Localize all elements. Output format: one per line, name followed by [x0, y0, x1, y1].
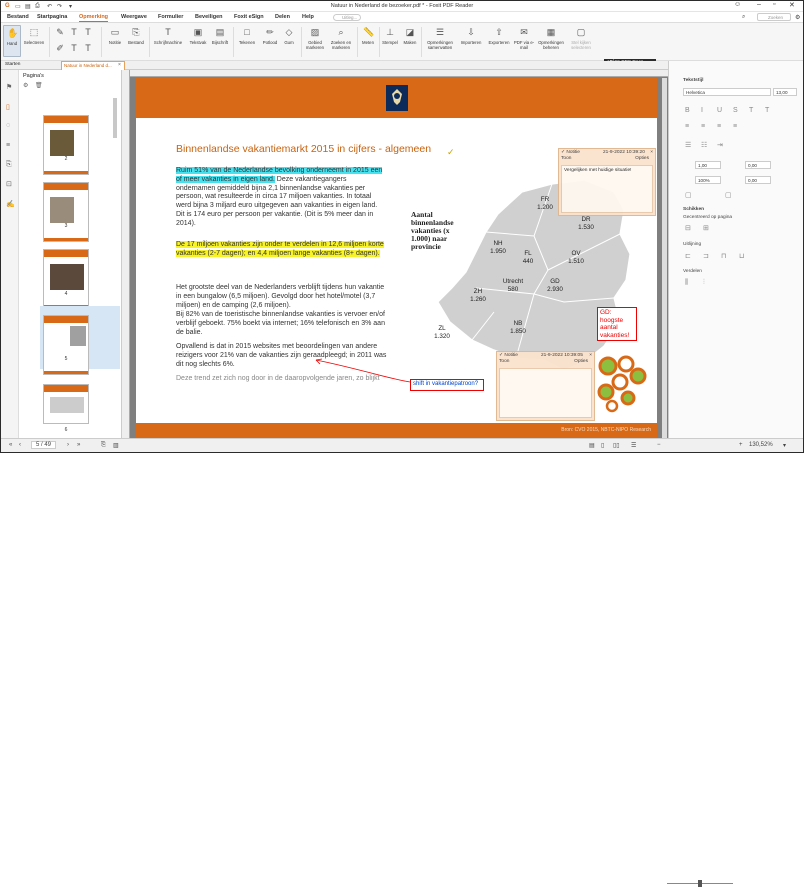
open-icon[interactable]: ▭: [15, 4, 21, 10]
italic-icon[interactable]: I: [701, 107, 703, 114]
text-strike-icon: T: [71, 27, 77, 37]
security-icon[interactable]: ⊡: [6, 181, 12, 188]
import-button[interactable]: ⇩ Importeren: [460, 27, 482, 45]
indent-icon[interactable]: ⇥: [717, 142, 723, 149]
note-popup[interactable]: [558, 148, 656, 216]
account-icon[interactable]: ☺: [734, 1, 742, 8]
print-icon[interactable]: ⎙: [35, 3, 40, 9]
menu-help[interactable]: Help: [302, 14, 314, 20]
view-mode-icon[interactable]: ▤: [589, 443, 595, 449]
shapes-icon: □: [244, 27, 250, 37]
bold-icon[interactable]: B: [685, 107, 690, 114]
underline-icon[interactable]: U: [717, 107, 723, 114]
map-caption: Aantal binnenlandse vakanties (x 1.000) naar provincie: [411, 210, 454, 251]
paragraph-2: [176, 241, 390, 259]
text-color-icon[interactable]: ▢: [685, 192, 692, 199]
source-text: Bron: CVO 2015, NBTC-NIPO Research: [561, 427, 651, 433]
pdf-page: [136, 78, 657, 438]
province-label: GD 2.930: [547, 278, 563, 293]
horizontal-ruler: [130, 70, 668, 77]
two-page-icon[interactable]: ▯▯: [613, 443, 620, 449]
menu-bar: [1, 12, 803, 23]
prev-page-icon[interactable]: ‹: [19, 442, 21, 448]
panel-title: Pagina's: [23, 73, 44, 79]
note-header: ✓ Notitie 21-9-2022 10:39:05 ×: [499, 353, 592, 358]
typewriter-icon: T: [165, 27, 171, 37]
callout-gd[interactable]: GD: hoogste aantal vakanties!: [597, 307, 637, 341]
province-label: FR 1.200: [537, 196, 553, 211]
ribbon-divider: [421, 27, 422, 57]
callout-icon: ▤: [215, 27, 225, 37]
center-horizontal-icon[interactable]: ⊟: [685, 225, 691, 232]
tab-start[interactable]: Starten: [5, 62, 21, 67]
align-left-icon[interactable]: ≡: [685, 123, 690, 130]
paragraph-5: Opvallend is dat in 2015 websites met beoordelingen van andere reizigers voor 21% van de vakanties zijn geraadpleegd; in 2011 was dit nog slechts 6%.: [176, 343, 387, 368]
search-highlight-button[interactable]: ⌕ Zoeken en markeren: [330, 27, 352, 50]
settings-icon[interactable]: ⚙: [795, 15, 801, 21]
summarize-icon: ☰: [435, 27, 445, 37]
thumb-page-number: 2: [64, 156, 68, 162]
copy-icon[interactable]: ⎘: [101, 442, 106, 448]
note-options[interactable]: Opties: [635, 156, 649, 161]
save-icon[interactable]: ▤: [25, 4, 31, 10]
province-label: OV 1.510: [568, 250, 584, 265]
paragraph-1: [176, 167, 386, 229]
distribute-label: Verdelen: [683, 269, 702, 274]
superscript-icon[interactable]: T: [749, 107, 754, 114]
manage-icon: ▦: [546, 27, 556, 37]
paragraph-text: Deze vakantiegangers ondernamen gemiddeld bijna 2,1 binnenlandse vakanties per persoon, wat resulteerde in circa 17 miljoen vakanties. In totaal werd bijna 3 miljard euro uitgegeven aan vakanties in eigen land. Dit is 174 euro per persoon per vakantie. (Dit is 5% meer dan in 2014).: [176, 175, 378, 227]
pages-icon[interactable]: ▯: [6, 104, 10, 111]
subscript-icon[interactable]: T: [765, 107, 770, 114]
note-popup[interactable]: [496, 351, 595, 421]
cursor-icon: ⬚: [29, 27, 39, 37]
numbered-list-icon[interactable]: ☷: [701, 142, 708, 149]
list-icon[interactable]: ☰: [685, 142, 692, 149]
zoom-level[interactable]: 130,52%: [749, 442, 773, 448]
scroll-mode-icon[interactable]: ☰: [631, 443, 637, 449]
thumb-page-number: 4: [64, 291, 68, 297]
stamp-button[interactable]: ⊥ Stempel: [382, 27, 398, 45]
justify-icon[interactable]: ≡: [733, 123, 738, 130]
fill-color-icon[interactable]: ▢: [725, 192, 732, 199]
text-underline-icon: T: [85, 27, 91, 37]
thumb-options-icon[interactable]: ⚙: [23, 83, 29, 89]
paragraph-6: Deze trend zet zich nog door in de daaropvolgende jaren, zo blijkt: [176, 375, 380, 382]
line-spacing-field[interactable]: 1,00: [695, 161, 721, 169]
window-title: Natuur in Nederland de bezoeker.pdf * - Foxit PDF Reader: [330, 3, 474, 9]
province-label: NH 1.950: [490, 240, 506, 255]
paragraph-spacing-field[interactable]: 0,00: [745, 161, 771, 169]
paragraph-4: Bij 82% van de toeristische binnenlandse vakanties is vervoer en/of verblijf geboekt. 75% boekt via internet; 16% telefonisch en 3% aan de balie.: [176, 311, 385, 336]
summarize-comments-button[interactable]: ☰ Opmerkingen samenvatten: [427, 27, 453, 50]
ribbon-divider: [101, 27, 102, 57]
font-family-select[interactable]: Helvetica: [683, 88, 771, 96]
text-replace-icon: T: [71, 43, 77, 53]
page-thumbnail[interactable]: [43, 384, 89, 424]
center-vertical-icon[interactable]: ⊞: [703, 225, 709, 232]
export-button[interactable]: ⇧ Exporteren: [488, 27, 510, 45]
minimize-button[interactable]: –: [757, 1, 761, 8]
note-icon: ▭: [110, 27, 120, 37]
export-icon: ⇧: [495, 27, 503, 37]
tell-me-input[interactable]: Uitleg...: [333, 14, 361, 21]
zoom-slider-handle[interactable]: [698, 880, 702, 887]
note-meta: Toon Opties: [561, 156, 649, 161]
province-label: DR 1.530: [578, 216, 594, 231]
thumb-page-number: 6: [64, 427, 68, 433]
align-on-page-label: Gecentreerd op pagina: [683, 215, 733, 220]
last-page-icon[interactable]: »: [77, 442, 81, 448]
province-label: Utrecht 580: [502, 278, 524, 293]
search-input[interactable]: Zoeken: [757, 13, 791, 21]
close-note-icon[interactable]: ×: [650, 150, 653, 155]
close-note-icon[interactable]: ×: [589, 353, 592, 358]
align-right-icon[interactable]: ≡: [717, 123, 722, 130]
status-bar: [1, 438, 803, 452]
pen-icon: ✐: [56, 43, 64, 53]
checkmark-icon: ✓: [561, 150, 566, 155]
email-icon: ✉: [520, 27, 528, 37]
text-insert-icon: T: [85, 43, 91, 53]
maximize-button[interactable]: ▫: [773, 1, 776, 8]
page-footer-band: [136, 423, 657, 438]
zoom-dropdown-icon[interactable]: ▾: [783, 443, 787, 449]
single-page-icon[interactable]: ▯: [601, 443, 605, 449]
area-highlight-icon: ▨: [310, 27, 320, 37]
hand-icon: ✋: [7, 28, 19, 38]
ribbon-toolbar: [1, 23, 803, 61]
document-scrollbar[interactable]: [662, 78, 667, 438]
hand-tool-button[interactable]: ✋ Hand: [3, 25, 21, 57]
close-tab-icon[interactable]: ×: [118, 62, 121, 68]
note-meta: Toon Opties: [499, 359, 588, 364]
textbox-button[interactable]: ▣ Tekstvak: [189, 27, 207, 45]
menu-opmerking[interactable]: Opmerking: [79, 14, 109, 20]
menu-beveiligen[interactable]: Beveiligen: [195, 14, 223, 20]
eraser-button[interactable]: ◇ Gum: [284, 27, 294, 45]
area-highlight-button[interactable]: ▨ Gebied markeren: [305, 27, 325, 50]
style-icon: ▢: [576, 27, 586, 37]
align-right-obj-icon[interactable]: ⊓: [721, 253, 727, 260]
province-label: ZH 1.260: [470, 288, 486, 303]
thumb-delete-icon[interactable]: 🗑: [35, 83, 43, 89]
import-icon: ⇩: [467, 27, 475, 37]
page-thumbnail[interactable]: [43, 249, 89, 309]
strikethrough-icon[interactable]: S: [733, 107, 738, 114]
highlighted-text[interactable]: De 17 miljoen vakanties zijn onder te verdelen in 12,6 miljoen korte vakanties (2-7 dagen); en 4,4 miljoen lange vakanties (8+ dagen).: [176, 241, 384, 257]
page-number-input[interactable]: 5 / 49: [31, 441, 56, 449]
char-spacing-field[interactable]: 0,00: [745, 176, 771, 184]
thumb-scrollbar[interactable]: [113, 98, 117, 138]
note-button[interactable]: ▭ Notitie: [108, 27, 122, 45]
title-bar: [1, 1, 803, 12]
search-icon[interactable]: ⌕: [742, 14, 746, 20]
typewriter-button[interactable]: T Schrijfmachine: [153, 27, 183, 45]
note-options[interactable]: Opties: [574, 359, 588, 364]
ruler-icon: 📏: [363, 27, 375, 37]
highlighter-icon: ✎: [56, 27, 64, 37]
section-arrange: Schikken: [683, 207, 705, 212]
navigation-strip: [1, 70, 19, 438]
format-panel: [668, 61, 803, 438]
menu-delen[interactable]: Delen: [275, 14, 290, 20]
tab-document[interactable]: Natuur in Nederland d...: [61, 61, 125, 70]
attachment-icon[interactable]: ⎘: [6, 161, 12, 168]
ribbon-divider: [357, 27, 358, 57]
ribbon-divider: [49, 27, 50, 57]
customize-icon[interactable]: ▾: [69, 4, 73, 10]
thumb-page-number: 5: [64, 356, 68, 362]
file-attach-button[interactable]: ⎘ Bestand: [128, 27, 144, 45]
menu-startpagina[interactable]: Startpagina: [37, 14, 68, 20]
page-title: Binnenlandse vakantiemarkt 2015 in cijfers - algemeen: [176, 143, 432, 155]
ribbon-divider: [233, 27, 234, 57]
search-highlight-icon: ⌕: [338, 27, 344, 37]
paperclip-icon: ⎘: [132, 27, 140, 37]
highlighted-text[interactable]: Ruim 51% van de Nederlandse bevolking onderneemt in 2015 een of meer vakanties in eigen land.: [176, 167, 383, 183]
decorative-circles: [596, 354, 648, 414]
province-label: NB 1.850: [510, 320, 526, 335]
distribute-v-icon[interactable]: ⫶: [703, 279, 705, 286]
stamp-icon: ⊥: [386, 27, 394, 37]
draw-button[interactable]: □ Tekenen: [238, 27, 256, 45]
split-view-icon[interactable]: ▥: [113, 443, 119, 449]
pencil-icon: ✏: [266, 27, 274, 37]
select-tool-button[interactable]: ⬚ Selecteren: [23, 27, 45, 45]
page-thumbnail[interactable]: [43, 115, 89, 175]
create-icon: ◪: [405, 27, 415, 37]
close-button[interactable]: ✕: [789, 2, 795, 9]
strikeout-button[interactable]: [69, 25, 79, 40]
undo-icon[interactable]: ↶: [47, 4, 53, 10]
paragraph-3: Het grootste deel van de Nederlanders verblijft tijdens hun vakantie in een bungalow (6,5 miljoen). Gevolgd door het hotel/motel (3,7 miljoen) en de camping (2,6 miljoen).: [176, 284, 385, 309]
email-pdf-button[interactable]: ✉ PDF via e-mail: [513, 27, 535, 50]
government-logo: [386, 85, 408, 111]
ribbon-divider: [149, 27, 150, 57]
callout-shift[interactable]: shift in vakantiepatroon?: [410, 379, 484, 391]
menu-foxit-esign[interactable]: Foxit eSign: [234, 14, 264, 20]
thumb-page-number: 3: [64, 223, 68, 229]
scale-field[interactable]: 100%: [695, 176, 721, 184]
align-top-obj-icon[interactable]: ⊔: [739, 253, 745, 260]
zoom-out-icon[interactable]: −: [657, 442, 661, 448]
checkmark-stamp[interactable]: ✓: [447, 147, 455, 157]
layers-icon[interactable]: ≡: [6, 142, 11, 149]
eraser-icon: ◇: [285, 27, 293, 37]
zoom-in-icon[interactable]: +: [739, 442, 743, 448]
checkmark-icon: ✓: [499, 353, 504, 358]
menu-bestand[interactable]: Bestand: [7, 14, 29, 20]
create-button[interactable]: ◪ Maken: [403, 27, 417, 45]
manage-comments-button[interactable]: ▦ Opmerkingen beheren: [538, 27, 564, 50]
menu-formulier[interactable]: Formulier: [158, 14, 184, 20]
comments-icon[interactable]: ◌: [6, 122, 11, 129]
province-label: ZL 1.320: [434, 325, 450, 340]
align-center-icon[interactable]: ≡: [701, 123, 706, 130]
ribbon-divider: [301, 27, 302, 57]
signature-icon[interactable]: ✍: [6, 201, 15, 208]
distribute-h-icon[interactable]: ⫼: [685, 279, 689, 286]
vertical-ruler: [122, 70, 130, 438]
first-page-icon[interactable]: «: [9, 442, 13, 448]
replace-text-button[interactable]: [69, 41, 79, 56]
note-text[interactable]: [499, 368, 592, 418]
align-center-obj-icon[interactable]: ⊐: [703, 253, 709, 260]
font-size-select[interactable]: 13,00: [773, 88, 797, 96]
redo-icon[interactable]: ↷: [57, 4, 63, 10]
squiggly-button[interactable]: [55, 41, 65, 56]
textbox-icon: ▣: [193, 27, 203, 37]
province-label: FL 440: [522, 250, 534, 265]
measure-button[interactable]: 📏 Meten: [362, 27, 375, 45]
pencil-button[interactable]: ✏ Potlood: [262, 27, 278, 45]
bookmark-icon[interactable]: ⚑: [6, 84, 13, 91]
align-left-obj-icon[interactable]: ⊏: [685, 253, 691, 260]
page-thumbnail[interactable]: [43, 182, 89, 242]
menu-weergave[interactable]: Weergave: [121, 14, 147, 20]
insert-text-button[interactable]: [83, 41, 93, 56]
app-logo-icon: G: [5, 3, 10, 9]
alignment-label: Uitlijning: [683, 242, 702, 247]
select-style-button[interactable]: ▢ Stel kijken selecteren: [571, 27, 591, 50]
page-thumbnail-current[interactable]: [43, 315, 89, 375]
arrow-annotation[interactable]: [296, 356, 416, 386]
highlight-button[interactable]: [55, 25, 65, 40]
next-page-icon[interactable]: ›: [67, 442, 69, 448]
section-text-style: Tekststijl: [683, 78, 704, 83]
note-text[interactable]: Vergelijken met huidige situatie!: [561, 165, 653, 213]
callout-button[interactable]: ▤ Bijschrift: [211, 27, 229, 45]
note-header: ✓ Notitie 21-9-2022 10:39:20 ×: [561, 150, 653, 155]
underline-button[interactable]: [83, 25, 93, 40]
